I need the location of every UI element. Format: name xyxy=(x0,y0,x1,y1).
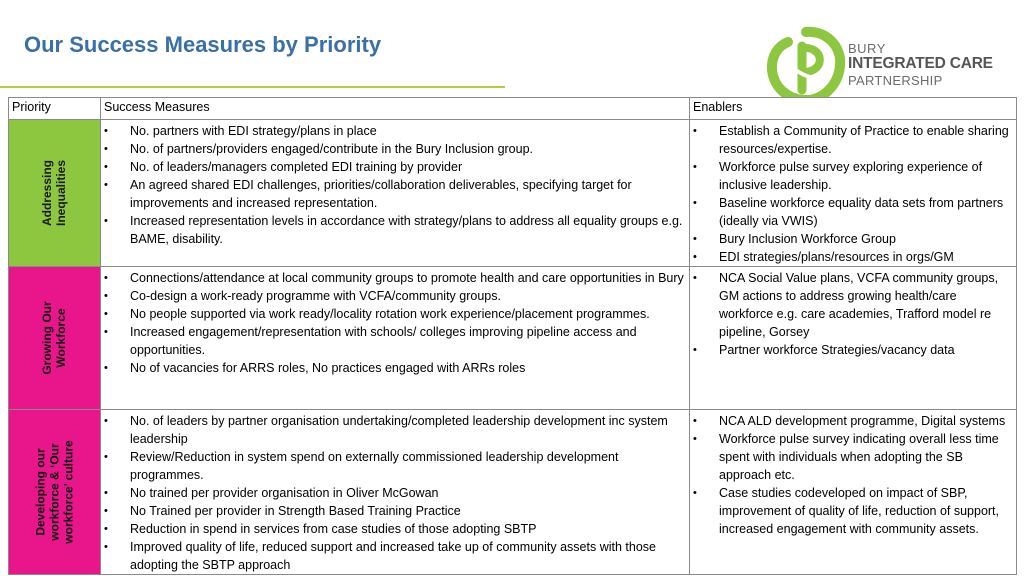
page-title: Our Success Measures by Priority xyxy=(24,32,382,57)
success-measures-table xyxy=(8,97,1017,575)
measures-cell xyxy=(101,120,690,267)
list-item: • NCA Social Value plans, VCFA community groups, GM actions to address growing health/care workforce e.g. care academies, Trafford model re pipeline, Gorsey xyxy=(693,271,999,339)
logo-text-line1: BURY xyxy=(848,41,886,56)
list-item: • Case studies codeveloped on impact of SBP, improvement of quality of life, reduction of support, increased engagement with community assets. xyxy=(693,486,1000,536)
table-row xyxy=(9,120,1017,267)
logo-text-line3: PARTNERSHIP xyxy=(848,72,943,88)
table-row xyxy=(9,267,1017,410)
measures-cell xyxy=(101,267,690,410)
list-item: • No of vacancies for ARRS roles, No practices engaged with ARRs roles xyxy=(104,361,526,375)
list-item: • Baseline workforce equality data sets from partners (ideally via VWIS) xyxy=(693,196,1004,228)
priority-cell-developing-our-workforce xyxy=(9,410,101,575)
logo-text-line2: INTEGRATED CARE xyxy=(848,55,993,72)
list-item: • Increased representation levels in accordance with strategy/plans to address all equality groups e.g. BAME, disability. xyxy=(104,214,683,246)
list-item: • Improved quality of life, reduced support and increased take up of community assets with those adopting the SBTP approach xyxy=(104,540,656,572)
bury-icp-logo-icon xyxy=(766,26,846,106)
list-item: • Co-design a work-ready programme with VCFA/community groups. xyxy=(104,289,501,303)
bury-icp-logo xyxy=(766,26,1006,106)
header-priority: Priority xyxy=(9,98,101,120)
list-item: • Establish a Community of Practice to enable sharing resources/expertise. xyxy=(693,124,1009,156)
enablers-cell xyxy=(690,410,1017,575)
priority-cell-addressing-inequalities xyxy=(9,120,101,267)
enablers-cell xyxy=(690,267,1017,410)
list-item: • An agreed shared EDI challenges, priorities/collaboration deliverables, specifying target for improvements and increased representation. xyxy=(104,178,632,210)
list-item: • Review/Reduction in system spend on externally commissioned leadership development programmes. xyxy=(104,450,619,482)
priority-label: Developing our workforce & ‘Our workforce’ culture xyxy=(32,440,75,544)
list-item: • No Trained per provider in Strength Based Training Practice xyxy=(104,504,461,518)
list-item: • EDI strategies/plans/resources in orgs/GM xyxy=(693,250,954,264)
table-row xyxy=(9,410,1017,575)
list-item: • No. partners with EDI strategy/plans in place xyxy=(104,124,377,138)
list-item: • Reduction in spend in services from case studies of those adopting SBTP xyxy=(104,522,537,536)
list-item: • No. of leaders/managers completed EDI training by provider xyxy=(104,160,463,174)
table-header-row xyxy=(9,98,1017,120)
header-success-measures: Success Measures xyxy=(101,98,690,120)
header-enablers: Enablers xyxy=(690,98,1017,120)
list-item: • No. of partners/providers engaged/contribute in the Bury Inclusion group. xyxy=(104,142,534,156)
list-item: • Workforce pulse survey exploring experience of inclusive leadership. xyxy=(693,160,983,192)
priority-label: Growing Our Workforce xyxy=(39,301,68,375)
list-item: • No. of leaders by partner organisation undertaking/completed leadership development inc system leadership xyxy=(104,414,668,446)
measures-cell xyxy=(101,410,690,575)
list-item: • Increased engagement/representation with schools/ colleges improving pipeline access and opportunities. xyxy=(104,325,637,357)
list-item: • Bury Inclusion Workforce Group xyxy=(693,232,896,246)
list-item: • Connections/attendance at local community groups to promote health and care opportunities in Bury xyxy=(104,271,684,285)
list-item: • NCA ALD development programme, Digital systems xyxy=(693,414,1006,428)
list-item: • Partner workforce Strategies/vacancy data xyxy=(693,343,955,357)
priority-label: Addressing Inequalities xyxy=(39,159,68,227)
list-item: • No people supported via work ready/locality rotation work experience/placement programmes. xyxy=(104,307,650,321)
list-item: • No trained per provider organisation in Oliver McGowan xyxy=(104,486,439,500)
enablers-cell xyxy=(690,120,1017,267)
title-underline xyxy=(0,86,505,88)
priority-cell-growing-our-workforce xyxy=(9,267,101,410)
list-item: • Workforce pulse survey indicating overall less time spent with individuals when adopting the SB approach etc. xyxy=(693,432,999,482)
